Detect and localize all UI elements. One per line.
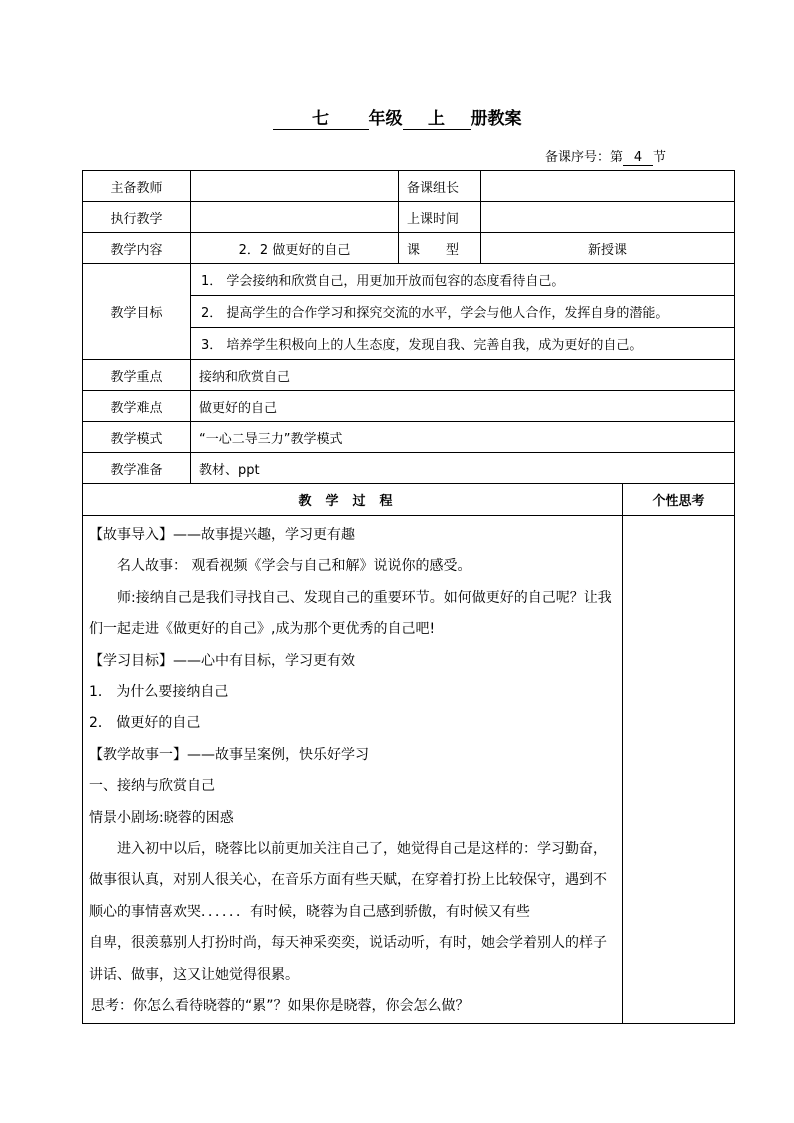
exec-label: 执行教学 <box>83 202 191 233</box>
lead-teacher-value <box>191 171 399 202</box>
process-line: 情景小剧场:晓蓉的困惑 <box>89 809 234 826</box>
row-process-body <box>83 516 735 1024</box>
process-line: 师:接纳自己是我们寻找自己、发现自己的重要环节。如何做更好的自己呢？让我 <box>117 589 612 606</box>
type-value: 新授课 <box>481 233 735 264</box>
content-value: 2．2 做更好的自己 <box>191 233 399 264</box>
process-line: 一、接纳与欣赏自己 <box>89 778 215 795</box>
reflection-area <box>623 516 735 1024</box>
key-points-value: 接纳和欣赏自己 <box>191 360 735 391</box>
class-time-value <box>481 202 735 233</box>
process-line: 1． 为什么要接纳自己 <box>89 684 229 701</box>
process-header: 教学过程 <box>83 484 623 516</box>
row-difficulties <box>83 391 735 422</box>
row-exec <box>83 202 735 233</box>
serial-value: 4 <box>623 150 653 166</box>
process-body <box>83 516 623 1024</box>
process-line: 思考：你怎么看待晓蓉的“累”？如果你是晓蓉，你会怎么做？ <box>91 998 470 1015</box>
row-mode <box>83 422 735 453</box>
exec-value <box>191 202 399 233</box>
process-line: 进入初中以后，晓蓉比以前更加关注自己了，她觉得自己是这样的：学习勤奋， <box>117 841 607 858</box>
row-lead-teacher <box>83 171 735 202</box>
difficulties-label: 教学难点 <box>83 391 191 422</box>
process-line: 【教学故事一】——故事呈案例，快乐好学习 <box>89 746 369 763</box>
lesson-plan-table <box>82 170 735 1024</box>
volume-value: 上 <box>403 109 471 130</box>
serial-unit: 节 <box>652 150 666 165</box>
row-process-header <box>83 484 735 516</box>
row-key-points <box>83 360 735 391</box>
title-suffix: 册教案 <box>470 109 522 129</box>
row-prep <box>83 453 735 484</box>
process-line: 【故事导入】——故事提兴趣，学习更有趣 <box>89 527 355 543</box>
process-line: 做事很认真，对别人很关心，在音乐方面有些天赋，在穿着打扮上比较保守，遇到不 <box>89 872 607 889</box>
process-line: 顺心的事情喜欢哭．．．．．．有时候，晓蓉为自己感到骄傲，有时候又有些 <box>89 903 530 920</box>
process-line: 2． 做更好的自己 <box>89 715 201 732</box>
process-line: 们一起走进《做更好的自己》,成为那个更优秀的自己吧! <box>89 621 436 638</box>
page-title <box>0 104 794 130</box>
lead-teacher-label: 主备教师 <box>83 171 191 202</box>
grade-suffix: 年级 <box>368 109 403 129</box>
type-label: 课 型 <box>399 233 481 264</box>
mode-value: “一心二导三力”教学模式 <box>191 422 735 453</box>
prep-value: 教材、ppt <box>191 453 735 484</box>
process-line: 讲话、做事，这又让她觉得很累。 <box>89 966 299 983</box>
serial-label: 备课序号：第 <box>544 150 623 165</box>
key-points-label: 教学重点 <box>83 360 191 391</box>
difficulties-value: 做更好的自己 <box>191 391 735 422</box>
process-line: 【学习目标】——心中有目标，学习更有效 <box>89 652 355 669</box>
group-leader-label: 备课组长 <box>399 171 481 202</box>
class-time-label: 上课时间 <box>399 202 481 233</box>
content-label: 教学内容 <box>83 233 191 264</box>
row-content <box>83 233 735 264</box>
goal-item: 3． 培养学生积极向上的人生态度，发现自我、完善自我，成为更好的自己。 <box>191 328 735 360</box>
grade-value: 七 <box>273 109 369 130</box>
prep-label: 教学准备 <box>83 453 191 484</box>
goal-item: 2． 提高学生的合作学习和探究交流的水平，学会与他人合作，发挥自身的潜能。 <box>191 296 735 328</box>
row-goal-1 <box>83 264 735 296</box>
mode-label: 教学模式 <box>83 422 191 453</box>
process-line: 名人故事： 观看视频《学会与自己和解》说说你的感受。 <box>117 558 472 575</box>
process-line: 自卑，很羡慕别人打扮时尚，每天神采奕奕，说话动听，有时，她会学着别人的样子 <box>89 935 607 952</box>
goal-item: 1． 学会接纳和欣赏自己，用更加开放而包容的态度看待自己。 <box>191 264 735 296</box>
goals-label: 教学目标 <box>83 264 191 360</box>
serial-number <box>545 146 666 166</box>
group-leader-value <box>481 171 735 202</box>
reflection-header: 个性思考 <box>623 484 735 516</box>
